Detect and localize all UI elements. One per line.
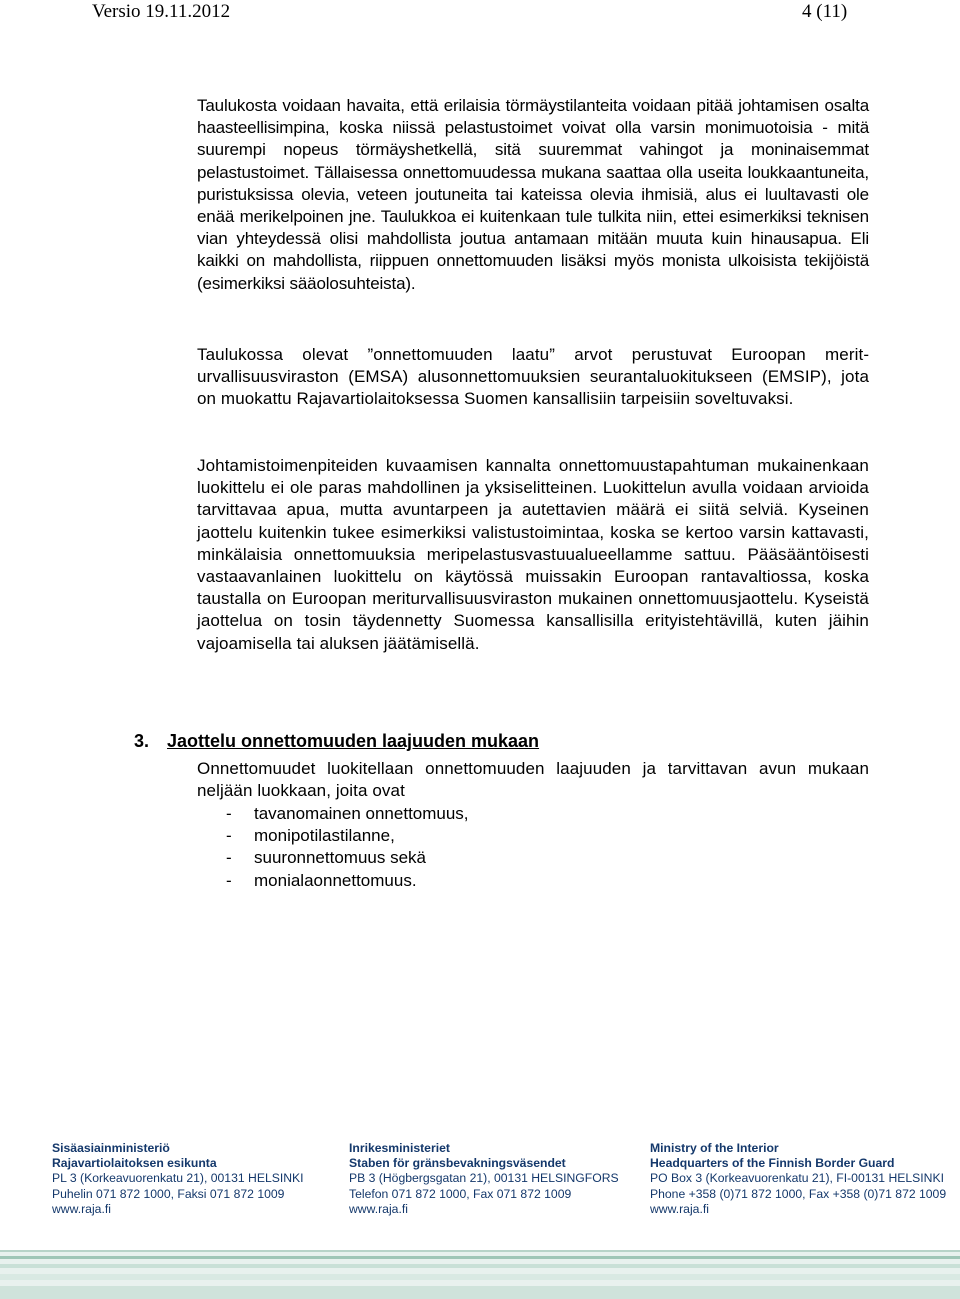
paragraph-classification-limits: Johtamistoimenpiteiden kuvaamisen kannalta onnettomuustapahtuman mukainenkaan luokittelu ei ole paras mahdollinen ja yksiselitteinen. Luokittelun avulla voidaan arvioida tarvittavaa apua, mutta avuntarpeen ja autettavien määrä ei siitä selviä. Kyseinen jaottelu kuitenkin tukee esimerkiksi valistustoimintaa, koska se kertoo varsin kattavasti, minkälaisia onnettomuuksia meripelastusvastuualueellamme sattuu. Pääsääntöisesti vastaavanlainen luokittelu on käytössä muissakin Euroopan rantavaltiossa, koska taustalla on Euroopan meriturvallisuusviraston mukainen onnettomuusjaottelu. Kyseistä jaottelua on tosin täydennetty Suomessa kansallisilla erityistehtävillä, kuten jäihin vajoamisella tai aluksen jäätämisellä.: [197, 456, 869, 653]
footer-ministry-name: Sisäasiainministeriö: [52, 1141, 170, 1155]
footer-address: PO Box 3 (Korkeavuorenkatu 21), FI-00131 HELSINKI: [650, 1171, 944, 1186]
accident-category-list: [226, 803, 469, 892]
letterhead-footer: [0, 1141, 960, 1221]
band-stripe: [0, 1256, 960, 1259]
list-marker: -: [226, 804, 232, 823]
footer-column-swedish: [349, 1141, 619, 1217]
footer-address: PL 3 (Korkeavuorenkatu 21), 00131 HELSINKI: [52, 1171, 304, 1186]
list-item: - suuronnettomuus sekä: [226, 847, 469, 869]
section-title: Jaottelu onnettomuuden laajuuden mukaan: [167, 731, 540, 751]
section-heading: [134, 730, 539, 752]
paragraph-emsa-classification: Taulukossa olevat ”onnettomuuden laatu” arvot perustuvat Euroopan meriturvallisuusviraston (EMSA) alusonnettomuuksien seurantaluokitukseen (EMSIP), jota on muokattu Rajavartiolaitoksessa Suomen kansallisiin tarpeisiin soveltuvaksi.: [197, 345, 869, 409]
band-stripe: [0, 1250, 960, 1252]
footer-column-english: [650, 1141, 946, 1217]
band-stripe: [0, 1264, 960, 1268]
footer-website: www.raja.fi: [349, 1201, 408, 1216]
footer-ministry-name: Ministry of the Interior: [650, 1141, 779, 1155]
footer-decorative-band: [0, 1250, 960, 1299]
paragraph-classification-intro: Onnettomuudet luokitellaan onnettomuuden laajuuden ja tarvittavan avun mukaan neljään luokkaan, joita ovat: [197, 759, 869, 801]
footer-phone: Phone +358 (0)71 872 1000, Fax +358 (0)71 872 1009: [650, 1186, 947, 1201]
list-item: - monipotilastilanne,: [226, 825, 469, 847]
footer-unit-name: Rajavartiolaitoksen esikunta: [52, 1156, 217, 1171]
footer-unit-name: Staben för gränsbevakningsväsendet: [349, 1156, 566, 1171]
footer-ministry-name: Inrikesministeriet: [349, 1141, 450, 1155]
list-marker: -: [226, 870, 232, 890]
footer-phone: Puhelin 071 872 1000, Faksi 071 872 1009: [52, 1186, 285, 1201]
page-number: 4 (11): [802, 1, 848, 22]
section-number: 3.: [134, 731, 150, 751]
paragraph-table-interpretation: Taulukosta voidaan havaita, että erilaisia törmäystilanteita voidaan pitää johtamisen osalta haasteellisimpina, koska niissä pelastustoimet voivat olla varsin monimuotoisia - mitä suurempi nopeus törmäyshetkellä, sitä suuremmat vahingot ja moninaisemmat pelastustoimet. Tällaisessa onnettomuudessa mukana saattaa olla useita loukkaantuneita, puristuksissa olevia, veteen joutuneita tai kateissa olevia ihmisiä, alus ei luultavasti ole enää merikelpoinen jne. Taulukkoa ei kuitenkaan tule tulkita niin, ettei esimerkiksi teknisen vian yhteydessä olisi mahdollista joutua antamaan mitään muuta kuin hinausapua. Eli kaikki on mahdollista, riippuen onnettomuuden lisäksi myös monista ulkoisista tekijöistä (esimerkiksi sääolosuhteista).: [197, 96, 869, 293]
footer-website: www.raja.fi: [650, 1201, 709, 1216]
list-marker: -: [226, 826, 232, 846]
footer-unit-name: Headquarters of the Finnish Border Guard: [650, 1156, 895, 1171]
band-stripe: [0, 1274, 960, 1280]
list-item: - tavanomainen onnettomuus,: [226, 803, 469, 825]
band-stripe: [0, 1286, 960, 1299]
footer-phone: Telefon 071 872 1000, Fax 071 872 1009: [349, 1186, 572, 1201]
footer-address: PB 3 (Högbergsgatan 21), 00131 HELSINGFORS: [349, 1171, 619, 1186]
document-version: Versio 19.11.2012: [92, 1, 231, 22]
list-marker: -: [226, 848, 232, 868]
footer-column-finnish: [52, 1141, 304, 1217]
list-item: - monialaonnettomuus.: [226, 870, 469, 892]
footer-website: www.raja.fi: [52, 1201, 111, 1216]
